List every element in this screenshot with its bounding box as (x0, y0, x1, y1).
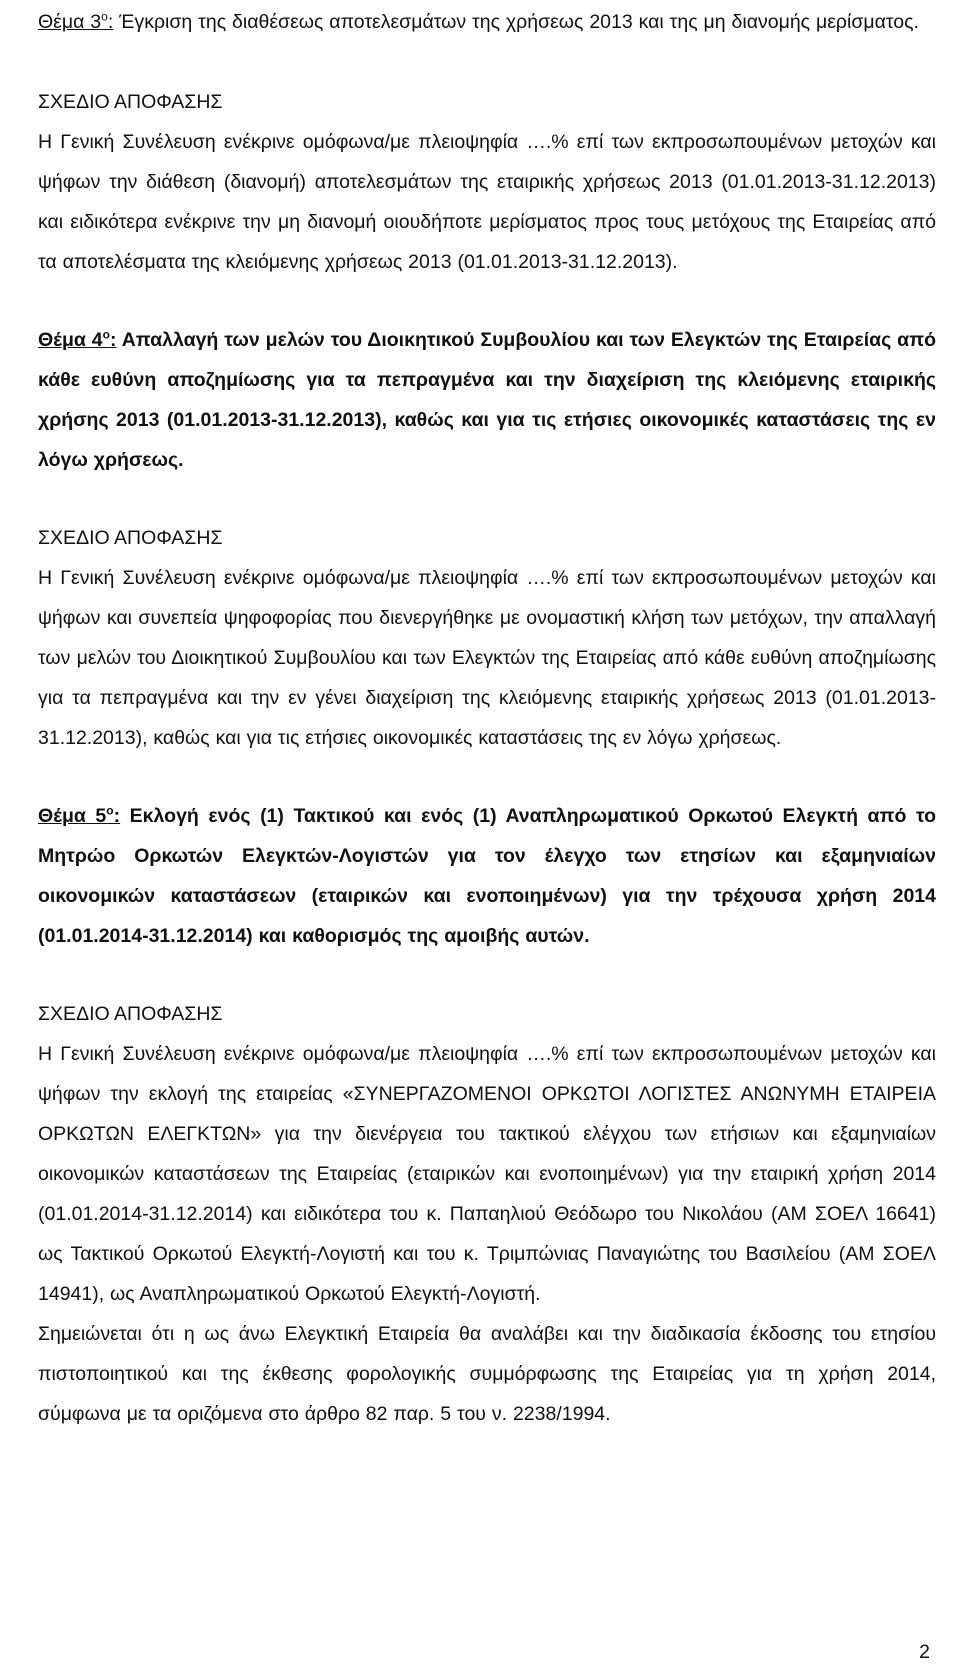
topic-3-paragraph (38, 2, 936, 42)
topic-3-label: Θέμα $3^o$: (38, 9, 114, 33)
topic-4-paragraph (38, 320, 936, 480)
topic-5-title: Εκλογή ενός (1) Τακτικού και ενός (1) Αναπληρωματικού Ορκωτού Ελεγκτή από το Μητρώο Ορκωτών Ελεγκτών-Λογιστών για τον έλεγχο των ετησίων και εξαμηνιαίων οικονομικών καταστάσεων (εταιρικών και ενοποιημένων) για την τρέχουσα χρήση 2014 (01.01.2014-31.12.2014) και καθορισμός της αμοιβής αυτών. (38, 805, 936, 947)
topic-5-label: Θέμα $5^o$: (38, 803, 121, 827)
topic-5-paragraph (38, 796, 936, 956)
document-page (38, 0, 936, 1434)
topic-4-label: Θέμα $4^o$: (38, 327, 117, 351)
decision-4-heading: ΣΧΕΔΙΟ ΑΠΟΦΑΣΗΣ (38, 527, 223, 549)
decision-4-text: Η Γενική Συνέλευση ενέκρινε ομόφωνα/με πλειοψηφία ….% επί των εκπροσωπουμένων μετοχών και ψήφων και συνεπεία ψηφοφορίας που διενεργήθηκε με ονομαστική κλήση των μετόχων, την απαλλαγή των μελών του Διοικητικού Συμβουλίου και των Ελεγκτών της Εταιρείας από κάθε ευθύνη αποζημίωσης για τα πεπραγμένα και την εν γένει διαχείριση της κλειόμενης εταιρικής χρήσεως 2013 (01.01.2013-31.12.2013), καθώς και για τις ετήσιες οικονομικές καταστάσεις της εν λόγω χρήσεως. (38, 567, 936, 749)
decision-3-text: Η Γενική Συνέλευση ενέκρινε ομόφωνα/με πλειοψηφία ….% επί των εκπροσωπουμένων μετοχών και ψήφων την διάθεση (διανομή) αποτελεσμάτων της εταιρικής χρήσεως 2013 (01.01.2013-31.12.2013) και ειδικότερα ενέκρινε την μη διανομή οιουδήποτε μερίσματος προς τους μετόχους της Εταιρείας από τα αποτελέσματα της κλειόμενης χρήσεως 2013 (01.01.2013-31.12.2013). (38, 131, 936, 273)
topic-3-title: Έγκριση της διαθέσεως αποτελεσμάτων της χρήσεως 2013 και της μη διανομής μερίσματος. (113, 11, 919, 33)
page-number: 2 (919, 1641, 930, 1663)
decision-3-heading: ΣΧΕΔΙΟ ΑΠΟΦΑΣΗΣ (38, 91, 223, 113)
decision-5-note: Σημειώνεται ότι η ως άνω Ελεγκτική Εταιρεία θα αναλάβει και την διαδικασία έκδοσης του ετησίου πιστοποιητικού και της έκθεσης φορολογικής συμμόρφωσης της Εταιρείας για τη χρήση 2014, σύμφωνα με τα οριζόμενα στο άρθρο 82 παρ. 5 του ν. 2238/1994. (38, 1323, 936, 1425)
decision-5-heading: ΣΧΕΔΙΟ ΑΠΟΦΑΣΗΣ (38, 1003, 223, 1025)
topic-4-title: Απαλλαγή των μελών του Διοικητικού Συμβουλίου και των Ελεγκτών της Εταιρείας από κάθε ευθύνη αποζημίωσης για τα πεπραγμένα και την διαχείριση της κλειόμενης εταιρικής χρήσης 2013 (01.01.2013-31.12.2013), καθώς και για τις ετήσιες οικονομικές καταστάσεις της εν λόγω χρήσεως. (38, 329, 936, 471)
decision-5-text: Η Γενική Συνέλευση ενέκρινε ομόφωνα/με πλειοψηφία ….% επί των εκπροσωπουμένων μετοχών και ψήφων την εκλογή της εταιρείας «ΣΥΝΕΡΓΑΖΟΜΕΝΟΙ ΟΡΚΩΤΟΙ ΛΟΓΙΣΤΕΣ ΑΝΩΝΥΜΗ ΕΤΑΙΡΕΙΑ ΟΡΚΩΤΩΝ ΕΛΕΓΚΤΩΝ» για την διενέργεια του τακτικού ελέγχου των ετήσιων και εξαμηνιαίων οικονομικών καταστάσεων της Εταιρείας (εταιρικών και ενοποιημένων) για την εταιρική χρήση 2014 (01.01.2014-31.12.2014) και ειδικότερα του κ. Παπαηλιού Θεόδωρο του Νικολάου (ΑΜ ΣΟΕΛ 16641) ως Τακτικού Ορκωτού Ελεγκτή-Λογιστή και του κ. Τριμπώνιας Παναγιώτης του Βασιλείου (ΑΜ ΣΟΕΛ 14941), ως Αναπληρωματικού Ορκωτού Ελεγκτή-Λογιστή. (38, 1043, 936, 1305)
